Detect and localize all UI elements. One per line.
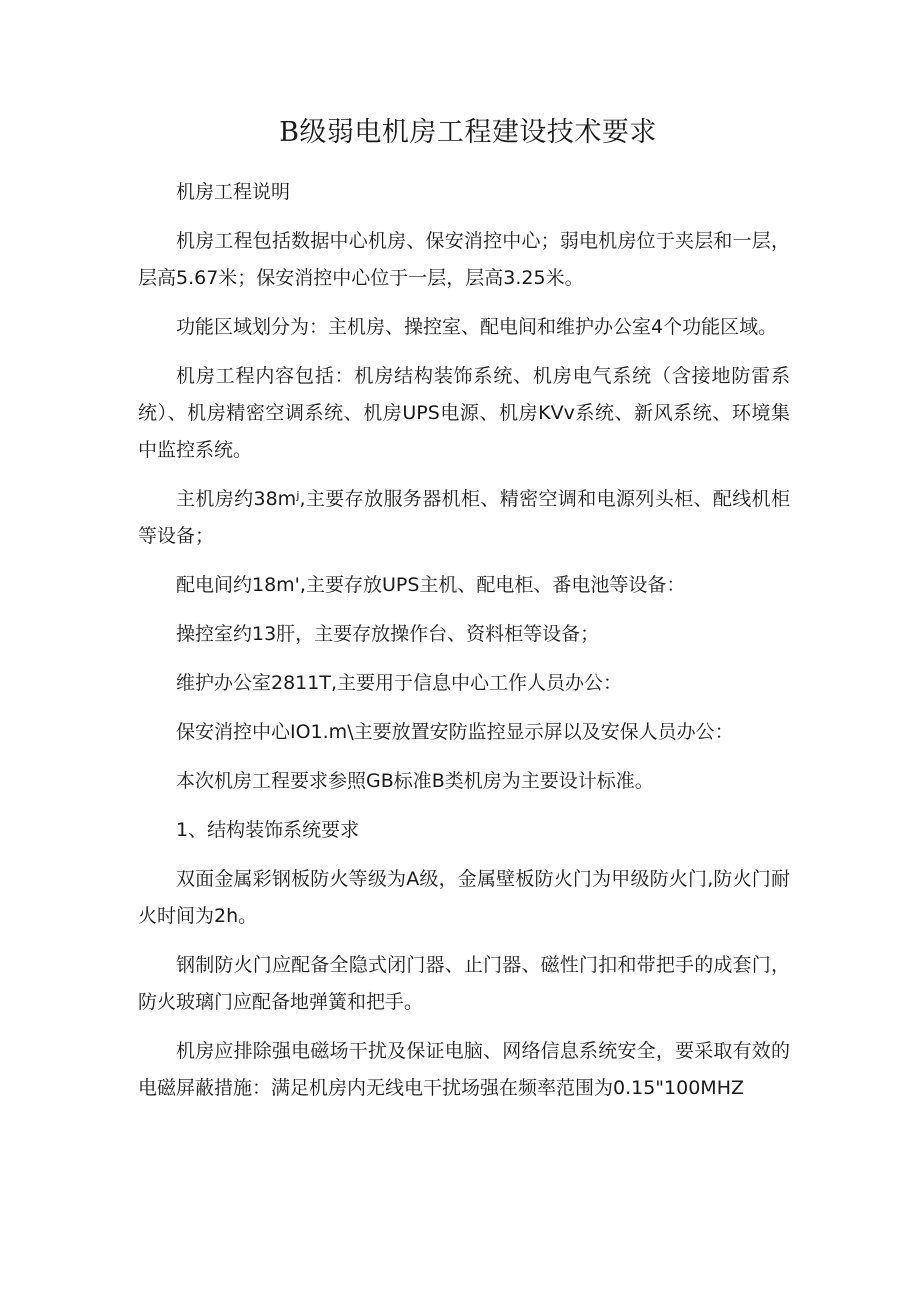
paragraph-intro-heading: 机房工程说明 — [176, 181, 291, 203]
paragraph-main-room: 主机房约38mʲ,主要存放服务器机柜、精密空调和电源列头柜、配线机柜等设备； — [138, 488, 790, 547]
paragraph-em-shielding: 机房应排除强电磁场干扰及保证电脑、网络信息系统安全，要采取有效的电磁屏蔽措施：满足机房内无线电干扰场强在频率范围为0.15"100MHZ — [138, 1040, 790, 1099]
paragraph-control-room: 操控室约13肝，主要存放操作台、资料柜等设备； — [176, 623, 600, 645]
paragraph-content: 机房工程内容包括：机房结构装饰系统、机房电气系统（含接地防雷系统）、机房精密空调系统、机房UPS电源、机房KVv系统、新风系统、环境集中监控系统。 — [138, 365, 790, 461]
paragraph-maintenance-office: 维护办公室2811T,主要用于信息中心工作人员办公： — [176, 672, 623, 694]
paragraph-fire-rating: 双面金属彩钢板防火等级为A级，金属壁板防火门为甲级防火门,防火门耐火时间为2h。 — [138, 868, 790, 927]
paragraph-standard: 本次机房工程要求参照GB标准B类机房为主要设计标准。 — [176, 770, 654, 792]
paragraph-functional-areas: 功能区域划分为：主机房、操控室、配电间和维护办公室4个功能区域。 — [176, 316, 778, 338]
paragraph-scope: 机房工程包括数据中心机房、保安消控中心；弱电机房位于夹层和一层，层高5.67米；保安消控中心位于一层，层高3.25米。 — [138, 230, 790, 289]
document-title: B级弱电机房工程建设技术要求 — [279, 117, 657, 148]
paragraph-security-center: 保安消控中心IO1.m\主要放置安防监控显示屏以及安保人员办公： — [176, 721, 734, 743]
section-heading-structure: 1、结构装饰系统要求 — [176, 819, 360, 841]
paragraph-fire-doors: 钢制防火门应配备全隐式闭门器、止门器、磁性门扣和带把手的成套门，防火玻璃门应配备地弹簧和把手。 — [138, 954, 790, 1013]
paragraph-power-room: 配电间约18m',主要存放UPS主机、配电柜、番电池等设备： — [176, 574, 686, 596]
